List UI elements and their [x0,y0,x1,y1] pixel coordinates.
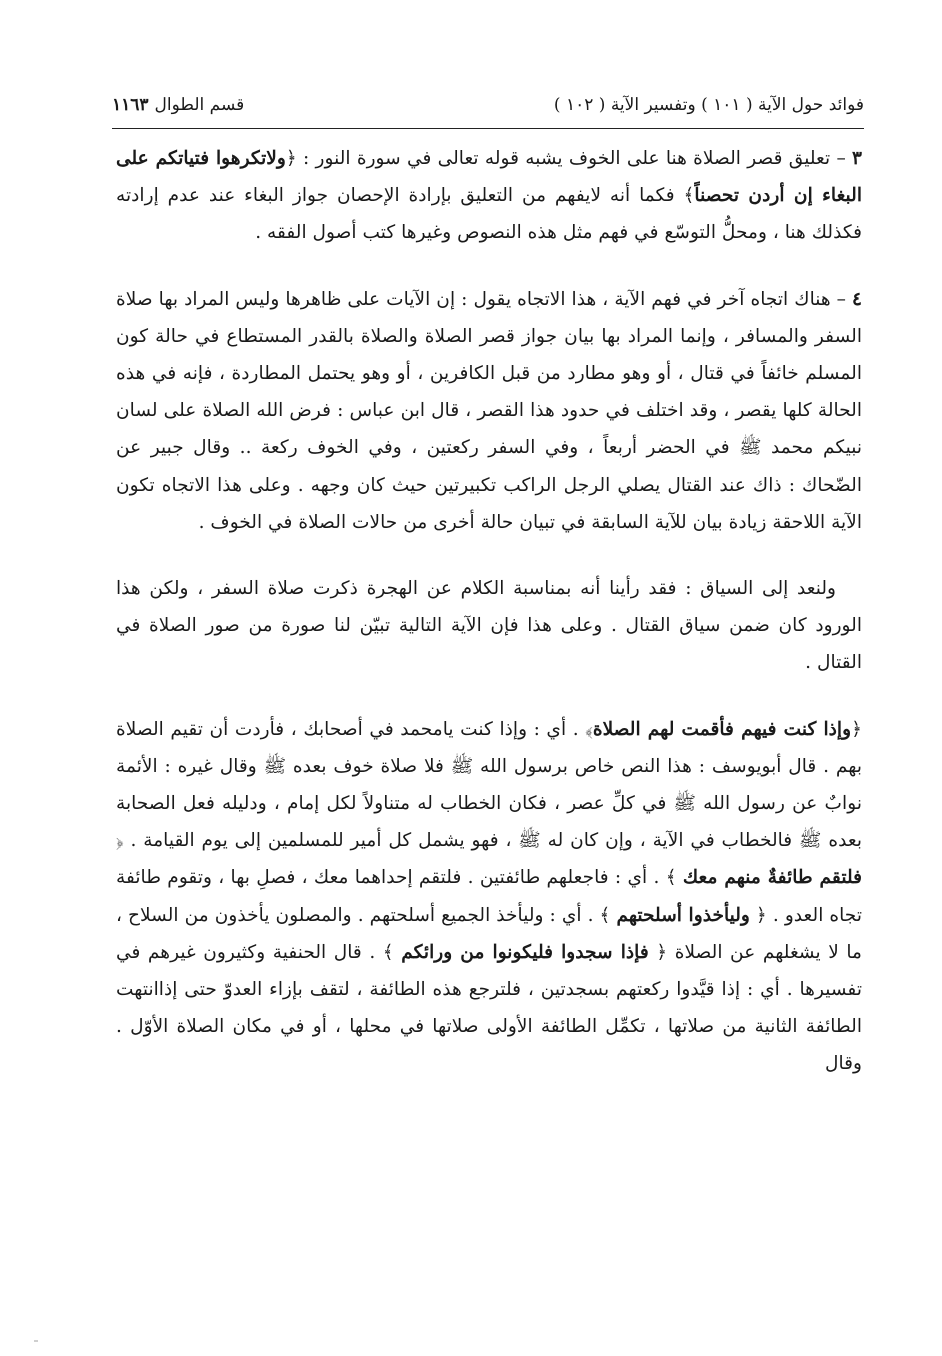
point-number: ٣ [852,148,862,169]
paragraph-context [116,570,862,682]
quran-quote: وإذا كنت فيهم فأقمت لهم الصلاة [592,718,852,740]
header-section-name: قسم الطوال [154,95,245,115]
quran-quote: ولاتكرهوا فتياتكم على البغاء إن أردن تحصناً [116,148,862,207]
header-chapter-title: فوائد حول الآية ( ١٠١ ) وتفسير الآية ( ١٠٢ ) [553,95,864,115]
paragraph-text: – تعليق قصر الصلاة هنا على الخوف يشبه قوله تعالى في سورة النور : ﴿ [285,148,852,169]
paragraph-text: ﴾ فكما أنه لايفهم من التعليق بإرادة الإحصان جواز البغاء عند عدم إرادته فكذلك هنا ، ومحلُّ التوسّع في فهم مثل هذه النصوص وغيرها كتب أصول الفقه . [116,185,862,244]
quran-quote: فإذا سجدوا فليكونوا من ورائكم [401,941,649,963]
paragraph-text: ﴾ . أي : فاجعلهم طائفتين . فلتقم إحداهما معك ، فصلِ بها ، وتقوم طائفة تجاه العدو . ﴿ [116,867,862,926]
paragraph-verse-commentary [116,711,862,1083]
quote-bracket: ﴿ [851,718,862,740]
paragraph-3 [116,140,862,252]
paragraph-text: ﴾ . أي : وليأخذ الجميع أسلحتهم . والمصلون يأخذون من السلاح ، ما لا يشغلهم عن الصلاة ﴿ [116,904,863,963]
header-section-and-page [112,95,244,115]
scan-speck [34,1340,38,1342]
page-number: ١١٦٣ [112,95,149,115]
quran-quote: وليأخذوا أسلحتهم [616,904,750,926]
quran-quote: فلتقم طائفةٌ منهم معك [682,867,862,889]
paragraph-4 [116,281,862,541]
paragraph-text: ولنعد إلى السياق : فقد رأينا أنه بمناسبة الكلام عن الهجرة ذكرت صلاة السفر ، ولكن هذا الورود كان ضمن سياق القتال . وعلى هذا فإن الآية التالية تبيّن لنا صورة من صور الصلاة في القتال . [116,578,862,674]
paragraph-text: – هناك اتجاه آخر في فهم الآية ، هذا الاتجاه يقول : إن الآيات على ظاهرها وليس المراد بها صلاة السفر والمسافر ، وإنما المراد بها بيان جواز قصر الصلاة والصلاة بالقدر المستطاع في حالة كون المسلم خائفاً في قتال ، أو وهو مطارد من قبل الكافرين ، أو وهو يحتمل المطاردة ، فإنه في هذه الحالة كلها يقصر ، وقد اختلف في حدود هذا القصر ، قال ابن عباس : فرض الله الصلاة على لسان نبيكم محمد ﷺ في الحضر أربعاً ، وفي السفر ركعتين ، وفي الخوف ركعة .. وقال جبير عن الضّحاك : ذاك عند القتال يصلي الرجل الراكب تكبيرتين حيث كان وجهه . وعلى هذا الاتجاه تكون الآية اللاحقة زيادة بيان للآية السابقة في تبيان حالة أخرى من حالات الصلاة في الخوف . [116,288,862,533]
paragraph-text: ﴾ . قال الحنفية وكثيرون غيرهم في تفسيرها . أي : إذا قيَّدوا ركعتهم بسجدتين ، فلترجع هذه الطائفة ، لتقف بإزاء العدوّ حتى إذاانتهت الطائفة الثانية من صلاتها ، تكمِّل الطائفة الأولى صلاتها في محلها ، أو في مكان الصلاة الأوّل . وقال [116,941,862,1075]
point-number: ٤ [852,288,862,310]
paragraph-text: ﴾ . أي : وإذا كنت يامحمد في أصحابك ، فأردت أن تقيم الصلاة بهم . قال أبويوسف : هذا النص خاص برسول الله ﷺ فلا صلاة خوف بعده ﷺ وقال غيره : الأئمة نوابٌ عن رسول الله ﷺ في كلِّ عصر ، فكان الخطاب له متناولاً لكل إمام ، ودليله فعل الصحابة بعده ﷺ فالخطاب في الآية ، وإن كان له ﷺ ، فهو يشمل كل أمير للمسلمين إلى يوم القيامة . ﴿ [116,718,862,852]
page-body [116,140,862,1083]
running-header [112,88,864,122]
header-divider [112,128,864,129]
